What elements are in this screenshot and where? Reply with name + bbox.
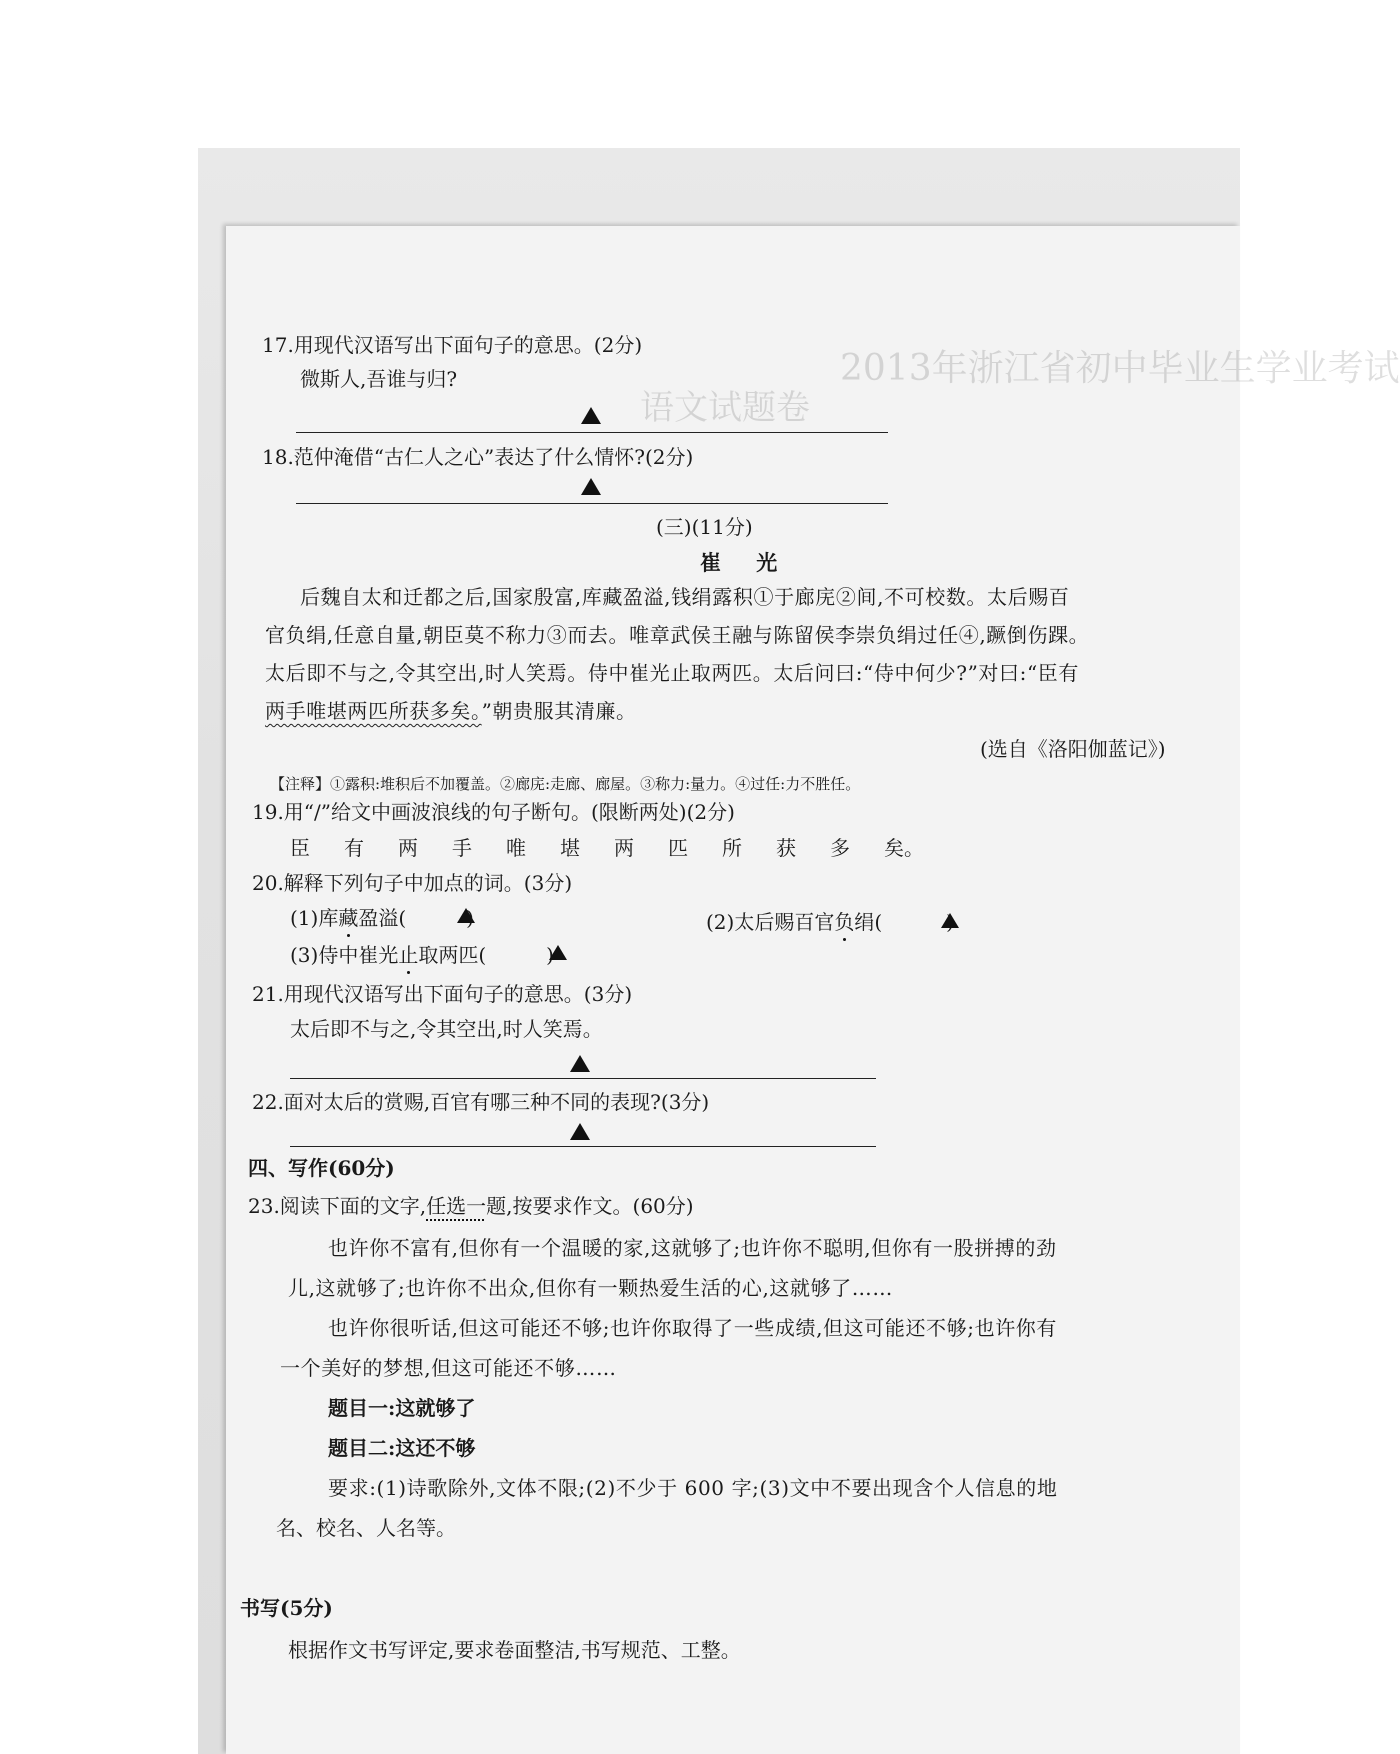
question-20-item-2: (2)太后赐百官负绢( ) — [706, 910, 954, 934]
answer-line-18[interactable] — [296, 503, 888, 504]
question-21-sentence: 太后即不与之,令其空出,时人笑焉。 — [290, 1017, 603, 1041]
dotted-word: 止 — [398, 943, 419, 967]
char-box[interactable]: 匹 — [668, 836, 688, 860]
dotted-word: 负 — [834, 910, 855, 934]
wavy-underlined-sentence: 两手唯堪两匹所获多矣。 — [265, 699, 482, 723]
dotted-word: 任选一 — [426, 1194, 487, 1218]
dotted-word: 藏 — [338, 906, 359, 930]
char-box[interactable]: 有 — [344, 836, 364, 860]
char-box[interactable]: 唯 — [506, 836, 526, 860]
answer-line-21[interactable] — [290, 1078, 876, 1079]
section-4-heading: 四、写作(60分) — [248, 1156, 395, 1180]
requirements-line-2: 名、校名、人名等。 — [276, 1516, 456, 1540]
question-18-stem: 18.范仲淹借“古仁人之心”表达了什么情怀?(2分) — [262, 445, 694, 469]
passage-title: 崔 光 — [700, 550, 792, 575]
question-20-stem: 20.解释下列句子中加点的词。(3分) — [252, 871, 573, 895]
answer-line-22[interactable] — [290, 1146, 876, 1147]
answer-marker-icon — [549, 945, 567, 960]
passage-notes: 【注释】①露积:堆积后不加覆盖。②廊庑:走廊、廊屋。③称力:量力。④过任:力不胜任。 — [270, 775, 861, 793]
char-box[interactable]: 获 — [776, 836, 796, 860]
question-23-stem: 23.阅读下面的文字,任选一题,按要求作文。(60分) — [248, 1194, 694, 1218]
question-20-item-1: (1)库藏盈溢( ) — [290, 906, 474, 930]
answer-marker-icon — [581, 407, 601, 424]
answer-marker-icon — [581, 478, 601, 495]
question-20-item-3: (3)侍中崔光止取两匹( ) — [290, 943, 554, 967]
prompt-paragraph-2-line-1: 也许你很听话,但这可能还不够;也许你取得了一些成绩,但这可能还不够;也许你有 — [328, 1316, 1057, 1340]
question-19-stem: 19.用“/”给文中画波浪线的句子断句。(限断两处)(2分) — [252, 800, 735, 824]
question-17-stem: 17.用现代汉语写出下面句子的意思。(2分) — [262, 333, 643, 357]
char-box[interactable]: 手 — [452, 836, 472, 860]
answer-marker-icon — [570, 1055, 590, 1072]
char-box[interactable]: 矣。 — [884, 836, 924, 860]
passage-line-2: 官负绢,任意自量,朝臣莫不称力③而去。唯章武侯王融与陈留侯李崇负绢过任④,蹶倒伤踝。 — [265, 623, 1090, 647]
question-19-characters — [290, 836, 938, 860]
char-box[interactable]: 两 — [614, 836, 634, 860]
passage-line-3: 太后即不与之,令其空出,时人笑焉。侍中崔光止取两匹。太后问曰:“侍中何少?”对曰:“臣有 — [265, 661, 1079, 685]
question-17-sentence: 微斯人,吾谁与归? — [300, 367, 458, 391]
requirements-line-1: 要求:(1)诗歌除外,文体不限;(2)不少于 600 字;(3)文中不要出现含个人信息的地 — [328, 1476, 1058, 1500]
answer-marker-icon — [570, 1123, 590, 1140]
section-3-heading: (三)(11分) — [656, 515, 753, 539]
char-box[interactable]: 臣 — [290, 836, 310, 860]
question-21-stem: 21.用现代汉语写出下面句子的意思。(3分) — [252, 982, 633, 1006]
prompt-paragraph-1-line-2: 儿,这就够了;也许你不出众,但你有一颗热爱生活的心,这就够了…… — [288, 1276, 894, 1300]
char-box[interactable]: 所 — [722, 836, 742, 860]
char-box[interactable]: 多 — [830, 836, 850, 860]
prompt-paragraph-1-line-1: 也许你不富有,但你有一个温暖的家,这就够了;也许你不聪明,但你有一股拼搏的劲 — [328, 1236, 1057, 1260]
question-22-stem: 22.面对太后的赏赐,百官有哪三种不同的表现?(3分) — [252, 1090, 710, 1114]
writing-heading: 书写(5分) — [240, 1596, 333, 1620]
answer-marker-icon — [457, 908, 475, 923]
answer-line-17[interactable] — [296, 432, 888, 433]
passage-line-4-tail: ”朝贵服其清廉。 — [481, 699, 637, 723]
passage-line-4 — [265, 699, 637, 723]
char-box[interactable]: 堪 — [560, 836, 580, 860]
bleed-through-subtitle: 语文试题卷 — [640, 388, 810, 428]
answer-marker-icon — [941, 913, 959, 928]
char-box[interactable]: 两 — [398, 836, 418, 860]
passage-line-1: 后魏自太和迁都之后,国家殷富,库藏盈溢,钱绢露积①于廊庑②间,不可校数。太后赐百 — [300, 585, 1070, 609]
passage-source: (选自《洛阳伽蓝记》) — [980, 737, 1166, 761]
topic-one: 题目一:这就够了 — [328, 1396, 476, 1420]
bleed-through-title: 2013年浙江省初中毕业生学业考试 — [840, 348, 1400, 389]
prompt-paragraph-2-line-2: 一个美好的梦想,但这可能还不够…… — [280, 1356, 617, 1380]
writing-criteria: 根据作文书写评定,要求卷面整洁,书写规范、工整。 — [288, 1638, 741, 1662]
topic-two: 题目二:这还不够 — [328, 1436, 476, 1460]
